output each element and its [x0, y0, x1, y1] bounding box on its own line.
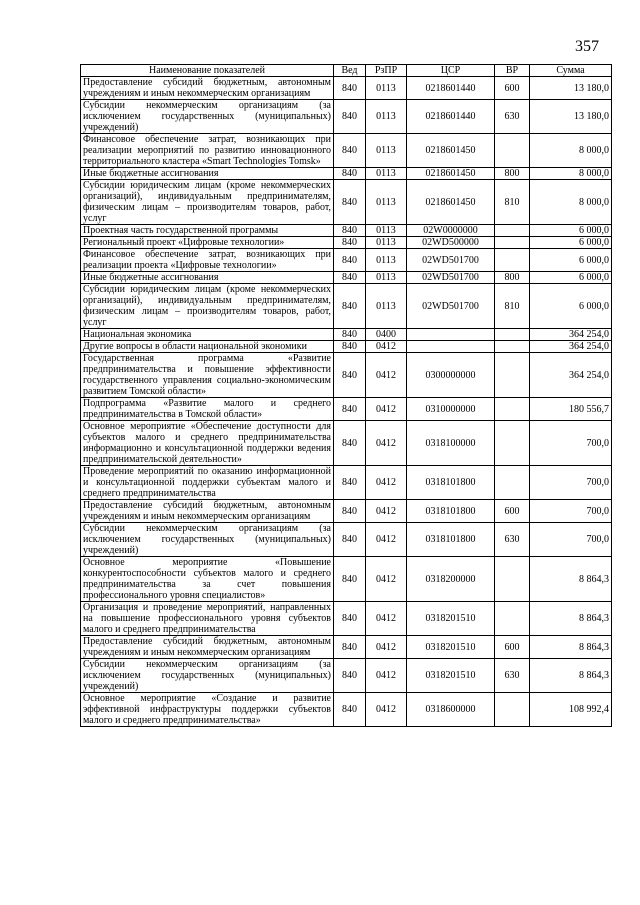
row-csr: 02WD501700	[407, 284, 495, 329]
row-ved: 840	[334, 353, 366, 398]
row-rzpr: 0412	[366, 693, 407, 727]
table-row	[81, 100, 612, 134]
row-vr	[495, 398, 530, 421]
row-csr: 0218601440	[407, 77, 495, 100]
row-vr: 600	[495, 636, 530, 659]
row-rzpr: 0412	[366, 421, 407, 466]
row-vr	[495, 353, 530, 398]
row-ved: 840	[334, 225, 366, 237]
table-row	[81, 168, 612, 180]
row-csr: 0318101800	[407, 523, 495, 557]
row-sum: 13 180,0	[530, 100, 612, 134]
row-csr: 0218601450	[407, 180, 495, 225]
table-header-row	[81, 65, 612, 77]
table-row	[81, 500, 612, 523]
row-vr	[495, 225, 530, 237]
row-ved: 840	[334, 659, 366, 693]
row-vr	[495, 134, 530, 168]
row-name: Организация и проведение мероприятий, направленных на повышение профессионального уровня субъектов малого и среднего предпринимательства	[81, 602, 334, 636]
row-vr	[495, 693, 530, 727]
table-row	[81, 225, 612, 237]
row-sum: 6 000,0	[530, 225, 612, 237]
table-row	[81, 134, 612, 168]
header-ved: Вед	[334, 65, 366, 77]
row-name: Финансовое обеспечение затрат, возникающих при реализации проекта «Цифровые технологии»	[81, 249, 334, 272]
row-ved: 840	[334, 466, 366, 500]
row-ved: 840	[334, 134, 366, 168]
row-csr: 0318100000	[407, 421, 495, 466]
row-rzpr: 0113	[366, 100, 407, 134]
row-rzpr: 0400	[366, 329, 407, 341]
row-rzpr: 0113	[366, 272, 407, 284]
row-vr: 600	[495, 500, 530, 523]
row-ved: 840	[334, 180, 366, 225]
table-row	[81, 341, 612, 353]
row-rzpr: 0412	[366, 602, 407, 636]
row-vr	[495, 341, 530, 353]
row-name: Основное мероприятие «Обеспечение доступности для субъектов малого и среднего предпринимательства информационно и консультационной поддержки ведения предпринимательской деятельности»	[81, 421, 334, 466]
row-name: Субсидии некоммерческим организациям (за исключением государственных (муниципальных) учреждений)	[81, 100, 334, 134]
row-ved: 840	[334, 523, 366, 557]
table-row	[81, 272, 612, 284]
row-name: Основное мероприятие «Создание и развитие эффективной инфраструктуры поддержки субъектов малого и среднего предпринимательства»	[81, 693, 334, 727]
row-name: Предоставление субсидий бюджетным, автономным учреждениям и иным некоммерческим организациям	[81, 500, 334, 523]
row-csr: 0318201510	[407, 659, 495, 693]
row-sum: 180 556,7	[530, 398, 612, 421]
row-ved: 840	[334, 249, 366, 272]
row-ved: 840	[334, 100, 366, 134]
row-name: Подпрограмма «Развитие малого и среднего предпринимательства в Томской области»	[81, 398, 334, 421]
header-vr: ВР	[495, 65, 530, 77]
budget-table	[80, 64, 612, 727]
row-name: Национальная экономика	[81, 329, 334, 341]
row-rzpr: 0412	[366, 466, 407, 500]
row-csr: 02WD500000	[407, 237, 495, 249]
page-number: 357	[575, 38, 599, 55]
table-row	[81, 466, 612, 500]
row-vr	[495, 237, 530, 249]
row-csr: 0218601440	[407, 100, 495, 134]
row-vr	[495, 421, 530, 466]
row-ved: 840	[334, 602, 366, 636]
row-ved: 840	[334, 237, 366, 249]
row-ved: 840	[334, 77, 366, 100]
row-vr: 810	[495, 180, 530, 225]
table-row	[81, 180, 612, 225]
row-csr: 0300000000	[407, 353, 495, 398]
row-vr: 800	[495, 168, 530, 180]
row-ved: 840	[334, 421, 366, 466]
row-name: Субсидии некоммерческим организациям (за исключением государственных (муниципальных) учреждений)	[81, 523, 334, 557]
row-csr	[407, 329, 495, 341]
row-rzpr: 0412	[366, 523, 407, 557]
row-ved: 840	[334, 636, 366, 659]
table-row	[81, 284, 612, 329]
row-ved: 840	[334, 272, 366, 284]
row-vr: 600	[495, 77, 530, 100]
row-csr: 0218601450	[407, 168, 495, 180]
row-sum: 8 864,3	[530, 557, 612, 602]
row-rzpr: 0412	[366, 659, 407, 693]
table-row	[81, 353, 612, 398]
row-rzpr: 0412	[366, 557, 407, 602]
row-vr	[495, 557, 530, 602]
row-csr: 0318101800	[407, 500, 495, 523]
row-rzpr: 0113	[366, 225, 407, 237]
row-csr: 0310000000	[407, 398, 495, 421]
row-rzpr: 0412	[366, 341, 407, 353]
table-row	[81, 636, 612, 659]
row-name: Проектная часть государственной программы	[81, 225, 334, 237]
table-body	[81, 77, 612, 727]
table-row	[81, 557, 612, 602]
row-sum: 364 254,0	[530, 341, 612, 353]
row-csr: 0218601450	[407, 134, 495, 168]
row-rzpr: 0113	[366, 284, 407, 329]
row-rzpr: 0113	[366, 134, 407, 168]
table-row	[81, 237, 612, 249]
header-csr: ЦСР	[407, 65, 495, 77]
table-row	[81, 398, 612, 421]
row-sum: 13 180,0	[530, 77, 612, 100]
row-ved: 840	[334, 284, 366, 329]
row-sum: 8 864,3	[530, 602, 612, 636]
row-ved: 840	[334, 500, 366, 523]
row-sum: 6 000,0	[530, 237, 612, 249]
row-rzpr: 0113	[366, 180, 407, 225]
table-row	[81, 602, 612, 636]
row-name: Предоставление субсидий бюджетным, автономным учреждениям и иным некоммерческим организациям	[81, 636, 334, 659]
row-rzpr: 0412	[366, 500, 407, 523]
row-csr	[407, 341, 495, 353]
row-ved: 840	[334, 329, 366, 341]
row-vr	[495, 466, 530, 500]
row-sum: 700,0	[530, 466, 612, 500]
row-rzpr: 0412	[366, 353, 407, 398]
row-rzpr: 0412	[366, 398, 407, 421]
row-sum: 6 000,0	[530, 249, 612, 272]
row-vr: 800	[495, 272, 530, 284]
row-sum: 8 000,0	[530, 168, 612, 180]
row-csr: 0318600000	[407, 693, 495, 727]
row-name: Иные бюджетные ассигнования	[81, 272, 334, 284]
row-vr	[495, 602, 530, 636]
row-vr: 630	[495, 100, 530, 134]
table-row	[81, 77, 612, 100]
header-rzpr: РзПР	[366, 65, 407, 77]
row-vr: 630	[495, 659, 530, 693]
row-sum: 6 000,0	[530, 272, 612, 284]
row-sum: 364 254,0	[530, 353, 612, 398]
row-sum: 8 864,3	[530, 636, 612, 659]
row-vr: 630	[495, 523, 530, 557]
row-sum: 364 254,0	[530, 329, 612, 341]
table-row	[81, 329, 612, 341]
table-row	[81, 523, 612, 557]
table-row	[81, 421, 612, 466]
table-row	[81, 659, 612, 693]
row-name: Иные бюджетные ассигнования	[81, 168, 334, 180]
table-row	[81, 693, 612, 727]
table-row	[81, 249, 612, 272]
row-csr: 0318201510	[407, 602, 495, 636]
header-sum: Сумма	[530, 65, 612, 77]
row-ved: 840	[334, 168, 366, 180]
row-sum: 700,0	[530, 523, 612, 557]
row-name: Региональный проект «Цифровые технологии»	[81, 237, 334, 249]
row-rzpr: 0113	[366, 168, 407, 180]
row-rzpr: 0113	[366, 237, 407, 249]
row-vr: 810	[495, 284, 530, 329]
row-csr: 0318201510	[407, 636, 495, 659]
row-sum: 8 864,3	[530, 659, 612, 693]
row-sum: 108 992,4	[530, 693, 612, 727]
row-csr: 0318101800	[407, 466, 495, 500]
row-vr	[495, 249, 530, 272]
row-csr: 02WD501700	[407, 272, 495, 284]
row-ved: 840	[334, 557, 366, 602]
row-name: Субсидии юридическим лицам (кроме некоммерческих организаций), индивидуальным предпринимателям, физическим лицам – производителям товаров, работ, услуг	[81, 284, 334, 329]
row-sum: 700,0	[530, 500, 612, 523]
row-csr: 02W0000000	[407, 225, 495, 237]
row-name: Другие вопросы в области национальной экономики	[81, 341, 334, 353]
row-name: Предоставление субсидий бюджетным, автономным учреждениям и иным некоммерческим организациям	[81, 77, 334, 100]
row-ved: 840	[334, 398, 366, 421]
row-sum: 700,0	[530, 421, 612, 466]
row-name: Субсидии юридическим лицам (кроме некоммерческих организаций), индивидуальным предпринимателям, физическим лицам – производителям товаров, работ, услуг	[81, 180, 334, 225]
row-vr	[495, 329, 530, 341]
row-rzpr: 0412	[366, 636, 407, 659]
row-name: Проведение мероприятий по оказанию информационной и консультационной поддержки субъектам малого и среднего предпринимательства	[81, 466, 334, 500]
row-name: Финансовое обеспечение затрат, возникающих при реализации мероприятий по развитию инновационного территориального кластера «Smart Technologies Tomsk»	[81, 134, 334, 168]
header-name: Наименование показателей	[81, 65, 334, 77]
row-sum: 8 000,0	[530, 180, 612, 225]
row-csr: 0318200000	[407, 557, 495, 602]
row-ved: 840	[334, 341, 366, 353]
row-name: Субсидии некоммерческим организациям (за исключением государственных (муниципальных) учреждений)	[81, 659, 334, 693]
row-rzpr: 0113	[366, 249, 407, 272]
row-ved: 840	[334, 693, 366, 727]
row-name: Основное мероприятие «Повышение конкурентоспособности субъектов малого и среднего предпринимательства за счет повышения профессионального уровня специалистов»	[81, 557, 334, 602]
row-name: Государственная программа «Развитие предпринимательства и повышение эффективности государственного управления социально-экономическим развитием Томской области»	[81, 353, 334, 398]
row-csr: 02WD501700	[407, 249, 495, 272]
row-rzpr: 0113	[366, 77, 407, 100]
row-sum: 8 000,0	[530, 134, 612, 168]
row-sum: 6 000,0	[530, 284, 612, 329]
